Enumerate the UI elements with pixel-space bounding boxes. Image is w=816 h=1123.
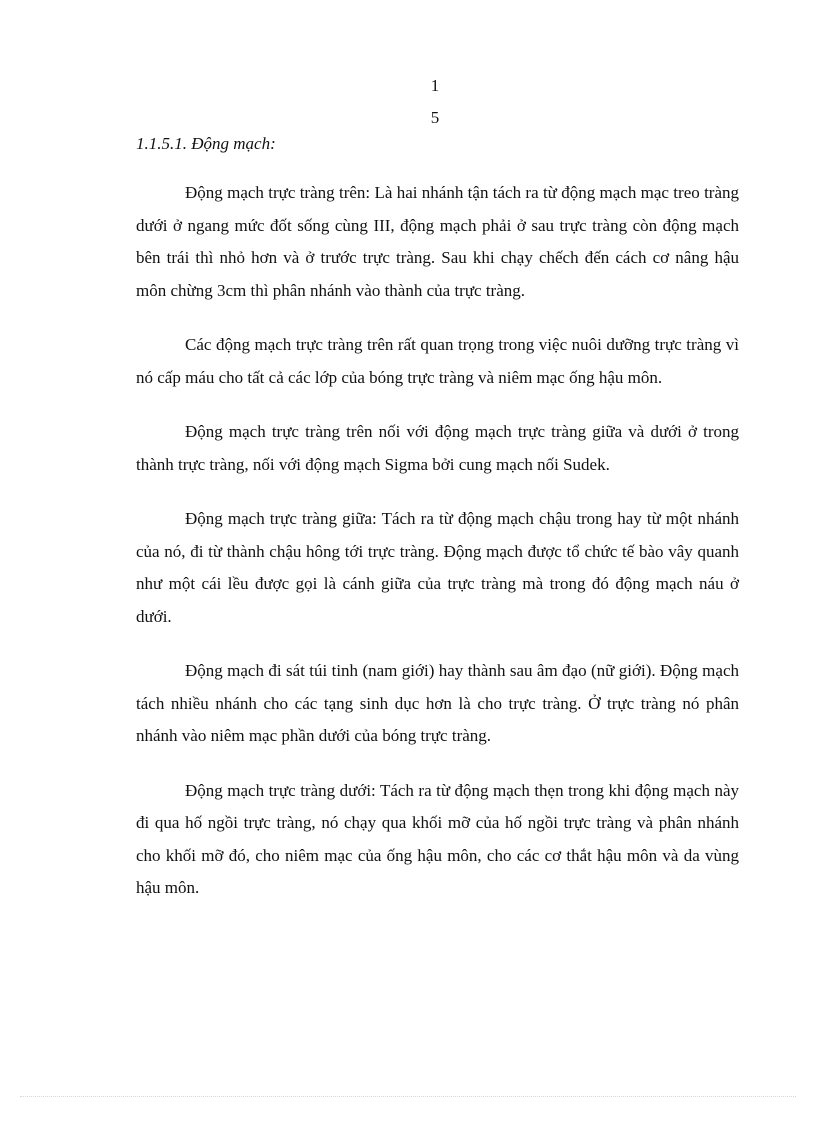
page-number-line-2: 5 (430, 108, 440, 127)
section-heading: 1.1.5.1. Động mạch: (136, 134, 276, 153)
page-number-line-1: 1 (430, 76, 440, 95)
footer-divider (20, 1096, 796, 1097)
paragraph-superior-rectal-artery: Động mạch trực tràng trên: Là hai nhánh tận tách ra từ động mạch mạc treo tràng dưới ở ngang mức đốt sống cùng III, động mạch phải ở sau trực tràng còn động mạch bên trái thì nhỏ hơn và ở trước trực tràng. Sau khi chạy chếch đến cách cơ nâng hậu môn chừng 3cm thì phân nhánh vào thành của trực tràng. (136, 183, 739, 300)
paragraph-middle-rectal-artery: Động mạch trực tràng giữa: Tách ra từ động mạch chậu trong hay từ một nhánh của nó, đi từ thành chậu hông tới trực tràng. Động mạch được tổ chức tế bào vây quanh như một cái lều được gọi là cánh giữa của trực tràng mà trong đó động mạch náu ở dưới. (136, 509, 739, 626)
paragraph-superior-rectal-anastomosis: Động mạch trực tràng trên nối với động mạch trực tràng giữa và dưới ở trong thành trực tràng, nối với động mạch Sigma bởi cung mạch nối Sudek. (136, 422, 739, 474)
paragraph-middle-rectal-course: Động mạch đi sát túi tinh (nam giới) hay thành sau âm đạo (nữ giới). Động mạch tách nhiều nhánh cho các tạng sinh dục hơn là cho trực tràng. Ở trực tràng nó phân nhánh vào niêm mạc phần dưới của bóng trực tràng. (136, 661, 739, 745)
paragraph-inferior-rectal-artery: Động mạch trực tràng dưới: Tách ra từ động mạch thẹn trong khi động mạch này đi qua hố ngồi trực tràng, nó chạy qua khối mỡ của hố ngồi trực tràng và phân nhánh cho khối mỡ đó, cho niêm mạc của ống hậu môn, cho các cơ thắt hậu môn và da vùng hậu môn. (136, 780, 739, 897)
paragraph-superior-rectal-importance: Các động mạch trực tràng trên rất quan trọng trong việc nuôi dưỡng trực tràng vì nó cấp máu cho tất cả các lớp của bóng trực tràng và niêm mạc ống hậu môn. (136, 335, 739, 387)
document-body (136, 177, 739, 927)
